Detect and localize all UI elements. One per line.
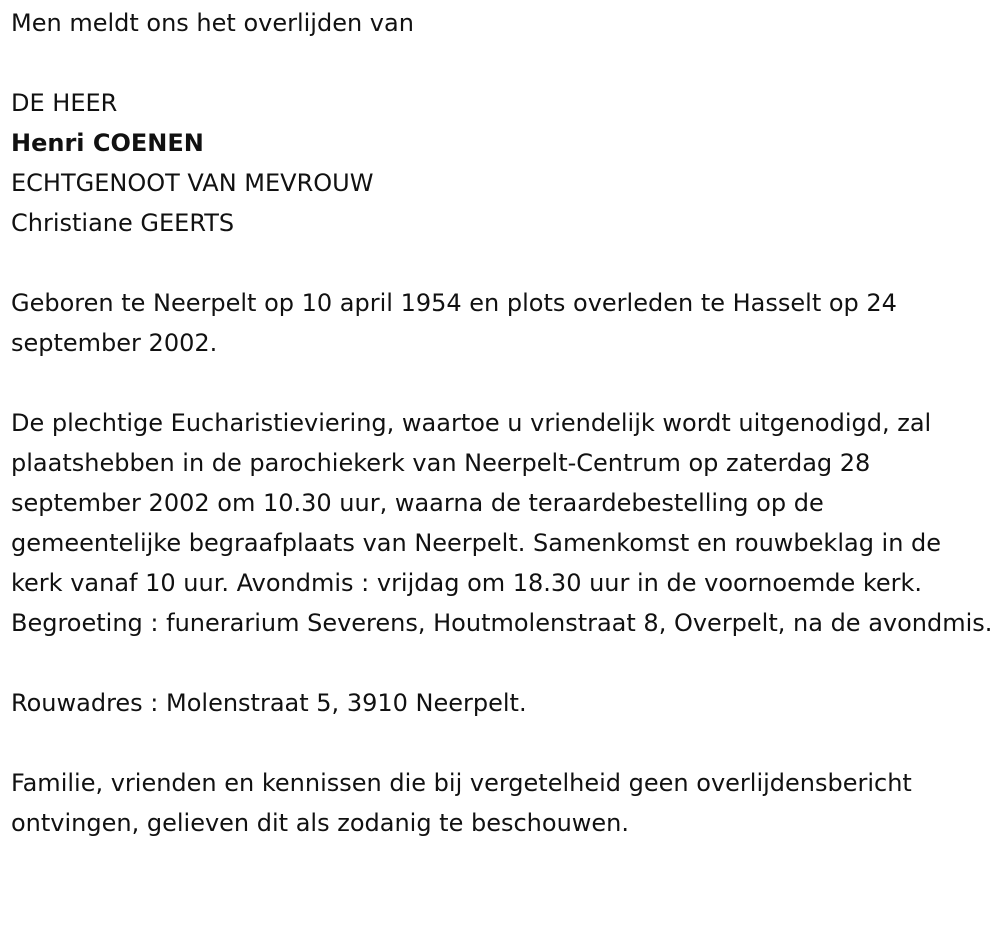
deceased-name: Henri COENEN xyxy=(11,129,204,157)
address-paragraph: Rouwadres : Molenstraat 5, 3910 Neerpelt. xyxy=(11,689,527,717)
intro-text: Men meldt ons het overlijden van xyxy=(11,9,414,37)
spouse-label: ECHTGENOOT VAN MEVROUW xyxy=(11,169,374,197)
ceremony-paragraph: De plechtige Eucharistieviering, waartoe u vriendelijk wordt uitgenodigd, zal plaatshebben in de parochiekerk van Neerpelt-Centrum op zaterdag 28 september 2002 om 10.30 uur, waarna de teraardebestelling op de gemeentelijke begraafplaats van Neerpelt. Samenkomst en rouwbeklag in de kerk vanaf 10 uur. Avondmis : vrijdag om 18.30 uur in de voornoemde kerk. Begroeting : funerarium Severens, Houtmolenstraat 8, Overpelt, na de avondmis. xyxy=(11,409,993,637)
death-notice xyxy=(11,3,996,843)
closing-paragraph: Familie, vrienden en kennissen die bij vergetelheid geen overlijdensbericht ontvingen, gelieven dit als zodanig te beschouwen. xyxy=(11,769,912,837)
salutation: DE HEER xyxy=(11,89,118,117)
spouse-name: Christiane GEERTS xyxy=(11,209,235,237)
birth-death-paragraph: Geboren te Neerpelt op 10 april 1954 en plots overleden te Hasselt op 24 september 2002. xyxy=(11,289,897,357)
